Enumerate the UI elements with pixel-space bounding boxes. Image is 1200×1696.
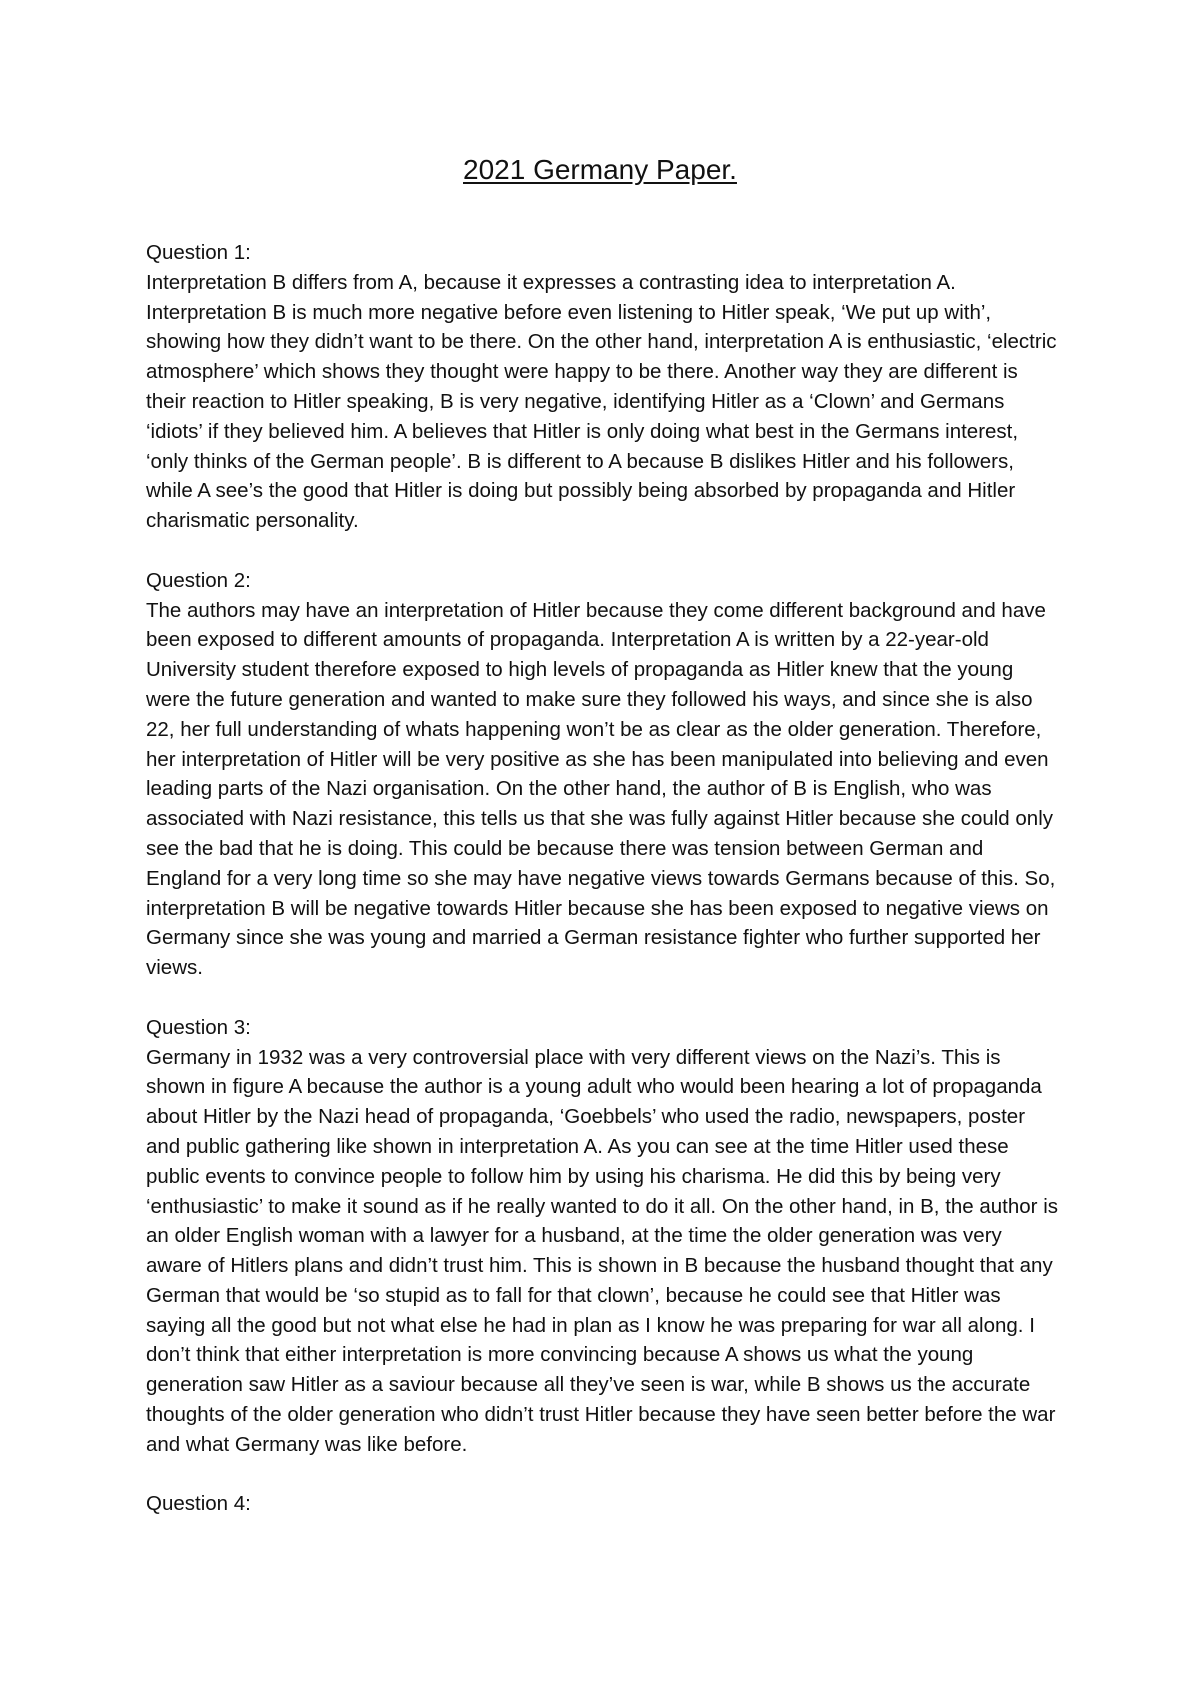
question-2-section [146,566,1060,983]
question-4-heading: Question 4: [146,1492,251,1516]
question-2-heading: Question 2: [146,568,251,592]
question-2-answer: The authors may have an interpretation of Hitler because they come different background and have been exposed to different amounts of propaganda. Interpretation A is written by a 22-year-old University student therefore exposed to high levels of propaganda as Hitler knew that the young were the future generation and wanted to make sure they followed his ways, and since she is also 22, her full understanding of whats happening won’t be as clear as the older generation. Therefore, her interpretation of Hitler will be very positive as she has been manipulated into believing and even leading parts of the Nazi organisation. On the other hand, the author of B is English, who was associated with Nazi resistance, this tells us that she was fully against Hitler because she could only see the bad that he is doing. This could be because there was tension between German and England for a very long time so she may have negative views towards Germans because of this. So, interpretation B will be negative towards Hitler because she has been exposed to negative views on Germany since she was young and married a German resistance fighter who further supported her views. [146,598,1056,980]
question-3-section [146,1013,1060,1460]
question-4-section [146,1489,1060,1519]
question-1-section [146,238,1060,536]
question-1-heading: Question 1: [146,241,251,264]
question-3-heading: Question 3: [146,1015,251,1039]
document-body [146,238,1060,1549]
question-1-answer: Interpretation B differs from A, because it expresses a contrasting idea to interpretation A. Interpretation B is much more negative before even listening to Hitler speak, ‘We put up with’, showing how they didn’t want to be there. On the other hand, interpretation A is enthusiastic, ‘electric atmosphere’ which shows they thought were happy to be there. Another way they are different is their reaction to Hitler speaking, B is very negative, identifying Hitler as a ‘Clown’ and Germans ‘idiots’ if they believed him. A believes that Hitler is only doing what best in the Germans interest, ‘only thinks of the German people’. B is different to A because B dislikes Hitler and his followers, while A see’s the good that Hitler is doing but possibly being absorbed by propaganda and Hitler charismatic personality. [146,270,1057,533]
question-3-answer: Germany in 1932 was a very controversial place with very different views on the Nazi’s. This is shown in figure A because the author is a young adult who would been hearing a lot of propaganda about Hitler by the Nazi head of propaganda, ‘Goebbels’ who used the radio, newspapers, poster and public gathering like shown in interpretation A. As you can see at the time Hitler used these public events to convince people to follow him by using his charisma. He did this by being very ‘enthusiastic’ to make it sound as if he really wanted to do it all. On the other hand, in B, the author is an older English woman with a lawyer for a husband, at the time the older generation was very aware of Hitlers plans and didn’t trust him. This is shown in B because the husband thought that any German that would be ‘so stupid as to fall for that clown’, because he could see that Hitler was saying all the good but not what else he had in plan as I know he was preparing for war all along. I don’t think that either interpretation is more convincing because A shows us what the young generation saw Hitler as a saviour because all they’ve seen is war, while B shows us the accurate thoughts of the older generation who didn’t trust Hitler because they have seen better before the war and what Germany was like before. [146,1045,1059,1456]
document-title: 2021 Germany Paper. [463,154,737,185]
